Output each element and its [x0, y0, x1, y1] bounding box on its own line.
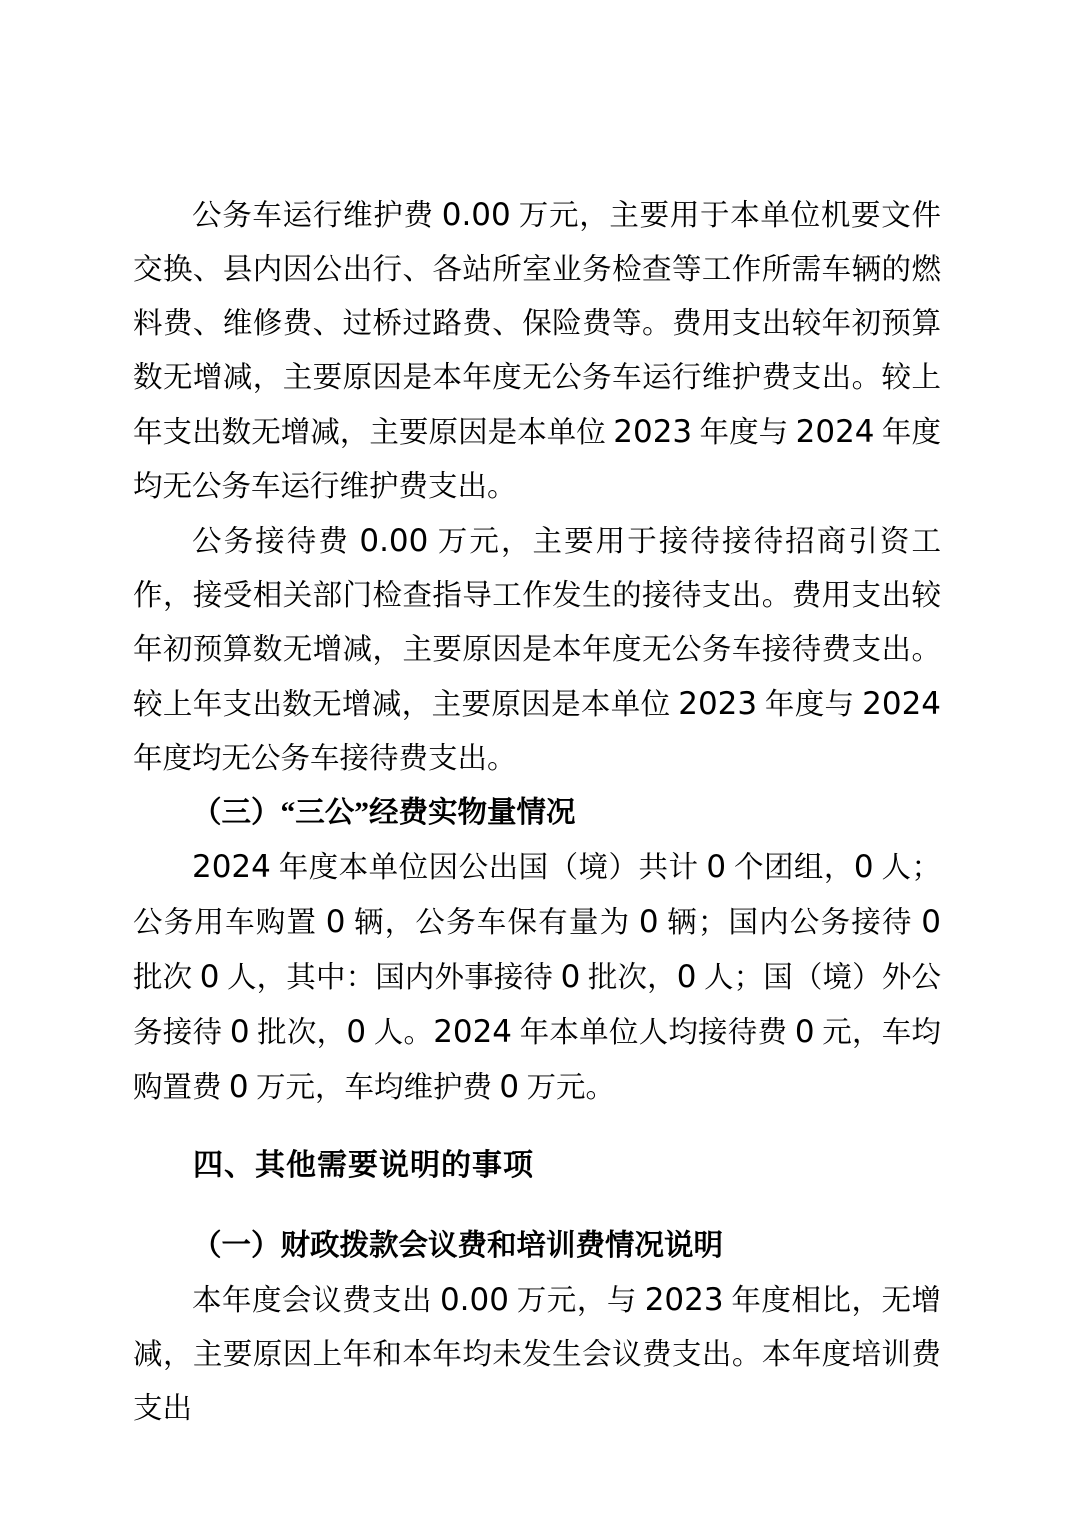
- heading-section-four-other-matters: 四、其他需要说明的事项: [193, 1149, 534, 1182]
- heading-subsection-one-meeting-training-fee: （一）财政拨款会议费和培训费情况说明: [192, 1230, 724, 1262]
- heading-section-three-physical-quantity: （三）“三公”经费实物量情况: [192, 797, 576, 829]
- paragraph-vehicle-maintenance-fee: 公务车运行维护费 0.00 万元，主要用于本单位机要文件交换、县内因公出行、各站所室业务检查等工作所需车辆的燃料费、维修费、过桥过路费、保险费等。费用支出较年初预算数无增减，主要原因是本年度无公务车运行维护费支出。较上年支出数无增减，主要原因是本单位 2023 年度与 2024 年度均无公务车运行维护费支出。: [133, 197, 941, 503]
- paragraph-meeting-training-fee: 本年度会议费支出 0.00 万元，与 2023 年度相比，无增减，主要原因上年和本年均未发生会议费支出。本年度培训费支出: [133, 1282, 941, 1425]
- paragraph-official-reception-fee: 公务接待费 0.00 万元，主要用于接待接待招商引资工作，接受相关部门检查指导工作发生的接待支出。费用支出较年初预算数无增减，主要原因是本年度无公务车接待费支出。较上年支出数无增减，主要原因是本单位 2023 年度与 2024 年度均无公务车接待费支出。: [133, 523, 941, 775]
- paragraph-three-public-physical-quantity: 2024 年度本单位因公出国（境）共计 0 个团组，0 人；公务用车购置 0 辆，公务车保有量为 0 辆；国内公务接待 0 批次 0 人，其中：国内外事接待 0 批次，0 人；国（境）外公务接待 0 批次，0 人。2024 年本单位人均接待费 0 元，车均购置费 0 万元，车均维护费 0 万元。: [133, 849, 941, 1105]
